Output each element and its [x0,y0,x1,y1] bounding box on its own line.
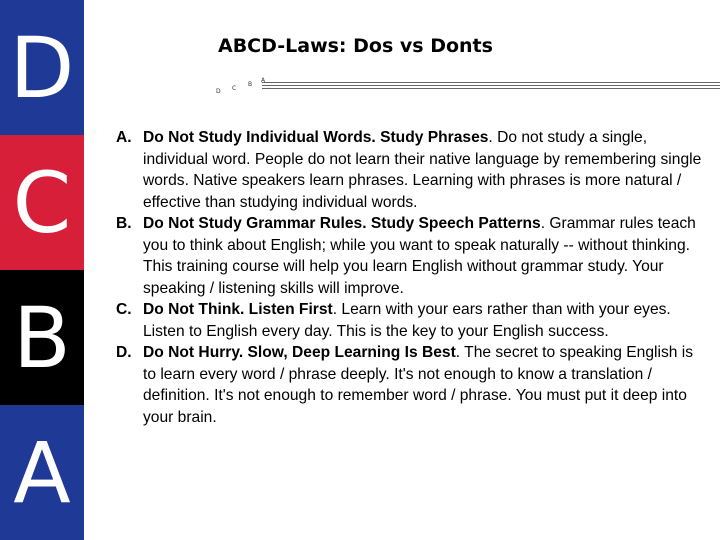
item-body: . Do not study a single, individual word. People do not learn their native language by remembering single words. Native speakers learn phrases. Learning with phrases is more natural / effective than studying individual words. [143,129,702,211]
decorative-letters [216,76,276,96]
item-marker: D. [116,344,132,361]
laws-list [116,127,706,428]
item-body: . The secret to speaking English is to learn every word / phrase deeply. It's not enough to know a translation / definition. It's not enough to remember word / phrase. You must put it deep into your brain. [143,344,694,426]
sidebar-band-a [0,405,84,540]
item-marker: B. [116,215,132,232]
sidebar-letter-c: C [12,153,72,252]
item-text [143,127,706,213]
sidebar-letter-bands [0,0,84,540]
sidebar-letter-d: D [9,18,75,117]
item-body: . Learn with your ears rather than with your eyes. Listen to English every day. This is the key to your English success. [143,301,671,340]
item-text [143,213,706,299]
sidebar-band-b [0,270,84,405]
sidebar-letter-a: A [13,423,71,522]
mini-letter-d: D [216,88,221,95]
sidebar-band-c [0,135,84,270]
mini-letter-b: B [248,81,253,88]
page-title: ABCD-Laws: Dos vs Donts [218,35,493,57]
sidebar-band-d [0,0,84,135]
header-rule-1 [262,82,720,83]
sidebar-letter-b: B [13,288,71,387]
list-item [116,299,706,342]
item-heading: Do Not Study Individual Words. Study Phrases [143,129,489,146]
item-marker: C. [116,301,132,318]
item-text [143,299,706,342]
header-rule-2 [262,85,720,86]
item-body: . Grammar rules teach you to think about English; while you want to speak naturally -- without thinking. This training course will help you learn English without grammar study. Your speaking / listening skills will improve. [143,215,696,297]
item-marker: A. [116,129,132,146]
mini-letter-a: A [261,77,266,84]
item-text [143,342,706,428]
list-item [116,127,706,213]
mini-letter-c: C [232,85,237,92]
item-heading: Do Not Think. Listen First [143,301,333,318]
item-heading: Do Not Study Grammar Rules. Study Speech Patterns [143,215,541,232]
list-item [116,213,706,299]
item-heading: Do Not Hurry. Slow, Deep Learning Is Best [143,344,456,361]
list-item [116,342,706,428]
header-rule-3 [262,88,720,89]
